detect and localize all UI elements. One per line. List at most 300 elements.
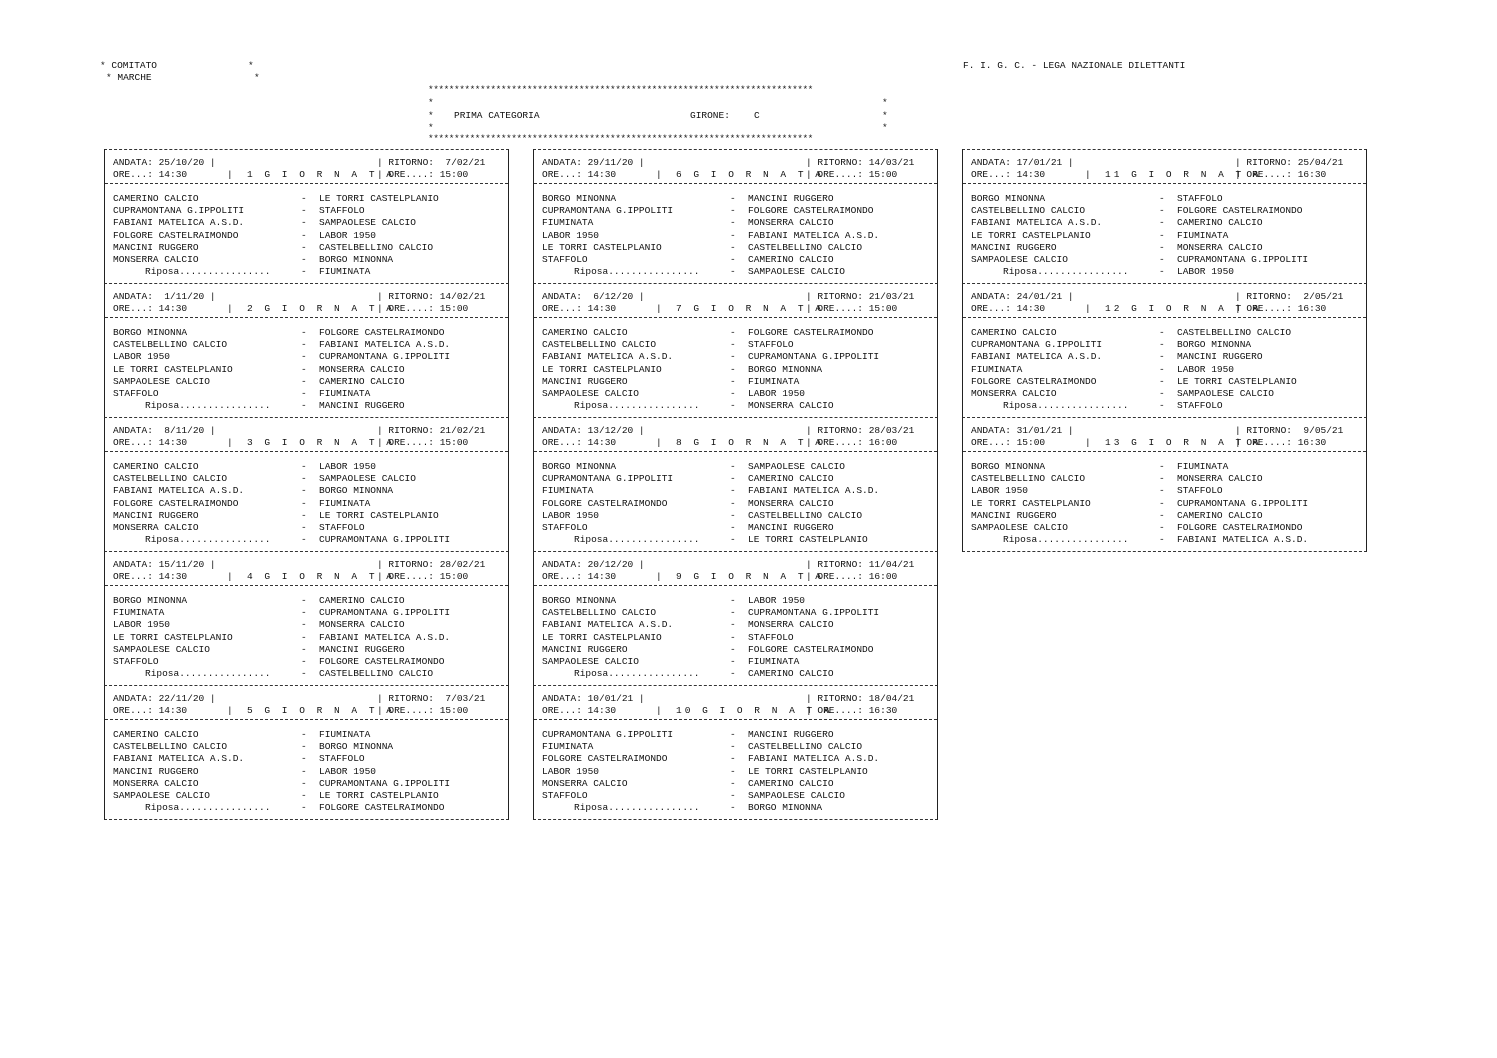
rest-row (542, 266, 932, 278)
match-row (542, 778, 932, 790)
ritorno-time: | ORE....: 15:00 (377, 303, 469, 314)
match-dash: - (730, 339, 736, 351)
home-team: MANCINI RUGGERO (113, 509, 199, 521)
match-row (542, 485, 932, 497)
away-team: CASTELBELLINO CALCIO (748, 241, 863, 253)
andata-date: ANDATA: 22/11/20 | (113, 693, 216, 704)
match-dash: - (730, 375, 736, 387)
match-dash: - (730, 777, 736, 789)
away-team: CAMERINO CALCIO (319, 595, 405, 606)
away-team: STAFFOLO (319, 205, 365, 217)
home-team: MANCINI RUGGERO (971, 241, 1057, 253)
committee-header (100, 60, 260, 120)
header-separator (963, 317, 1366, 318)
away-team: LABOR 1950 (319, 229, 377, 241)
ritorno-date: | RITORNO: 14/02/21 (377, 291, 486, 302)
away-team: CUPRAMONTANA G.IPPOLITI (319, 351, 451, 363)
home-team: LABOR 1950 (971, 485, 1029, 497)
match-dash: - (1159, 217, 1165, 229)
rest-row (542, 668, 932, 680)
home-team: BORGO MINONNA (971, 461, 1046, 472)
resting-team: CAMERINO CALCIO (748, 668, 834, 680)
match-row (113, 778, 503, 790)
match-row (542, 632, 932, 644)
match-row (113, 205, 503, 217)
match-dash: - (730, 789, 736, 801)
away-team: FIUMINATA (1177, 229, 1229, 241)
match-dash: - (1159, 521, 1165, 533)
rest-label: Riposa................ (1003, 400, 1129, 412)
home-team: MANCINI RUGGERO (113, 241, 199, 253)
away-team: LABOR 1950 (319, 765, 377, 777)
giornata-title: 4 G I O R N A T A (247, 571, 395, 582)
match-row (113, 388, 503, 400)
round-block (533, 149, 938, 283)
rest-label: Riposa................ (574, 802, 700, 814)
home-team: FABIANI MATELICA A.S.D. (113, 485, 245, 497)
away-team: MANCINI RUGGERO (748, 729, 834, 740)
match-row (113, 741, 503, 753)
match-dash: - (730, 229, 736, 241)
home-team: CASTELBELLINO CALCIO (113, 473, 228, 485)
away-team: LABOR 1950 (319, 461, 377, 472)
match-dash: - (730, 534, 736, 546)
home-team: FABIANI MATELICA A.S.D. (113, 753, 245, 765)
match-row (971, 242, 1361, 254)
match-row (113, 644, 503, 656)
match-row (113, 193, 503, 205)
banner-rule-top: ************************************************************************** (428, 84, 813, 95)
header-separator (534, 719, 937, 720)
away-team: FOLGORE CASTELRAIMONDO (1177, 521, 1303, 533)
resting-team: CUPRAMONTANA G.IPPOLITI (319, 534, 451, 546)
divider-bar: | (1085, 437, 1091, 448)
away-team: BORGO MINONNA (748, 363, 823, 375)
ritorno-date: | RITORNO: 21/02/21 (377, 425, 486, 436)
home-team: CUPRAMONTANA G.IPPOLITI (542, 729, 674, 740)
home-team: LABOR 1950 (542, 509, 600, 521)
home-team: MANCINI RUGGERO (542, 375, 628, 387)
away-team: FIUMINATA (319, 729, 371, 740)
header-separator (534, 183, 937, 184)
match-dash: - (730, 497, 736, 509)
rest-label: Riposa................ (145, 534, 271, 546)
home-team: CASTELBELLINO CALCIO (971, 205, 1086, 217)
match-row (542, 510, 932, 522)
giornata-title: 8 G I O R N A T A (676, 437, 824, 448)
away-team: FABIANI MATELICA A.S.D. (319, 631, 451, 643)
home-team: SAMPAOLESE CALCIO (542, 387, 639, 399)
category-banner (428, 84, 890, 144)
match-dash: - (730, 668, 736, 680)
divider-bar: | (1085, 303, 1091, 314)
resting-team: CASTELBELLINO CALCIO (319, 668, 434, 680)
match-row (113, 230, 503, 242)
header-separator (105, 719, 508, 720)
rest-label: Riposa................ (574, 266, 700, 278)
home-team: BORGO MINONNA (113, 327, 188, 338)
home-team: STAFFOLO (542, 521, 588, 533)
league-header: F. I. G. C. - LEGA NAZIONALE DILETTANTI (963, 60, 1186, 71)
divider-bar: | (227, 705, 233, 716)
resting-team: BORGO MINONNA (748, 802, 823, 814)
match-row (113, 339, 503, 351)
home-team: LE TORRI CASTELPLANIO (542, 363, 662, 375)
header-separator (105, 451, 508, 452)
giornata-title: 11 G I O R N A T A (1105, 169, 1262, 180)
home-team: FIUMINATA (542, 485, 594, 497)
match-dash: - (730, 253, 736, 265)
rest-label: Riposa................ (145, 400, 271, 412)
header-separator (105, 585, 508, 586)
match-dash: - (301, 534, 307, 546)
home-team: BORGO MINONNA (542, 193, 617, 204)
away-team: LE TORRI CASTELPLANIO (319, 193, 439, 204)
away-team: STAFFOLO (319, 521, 365, 533)
match-row (971, 254, 1361, 266)
committee-line-1: * COMITATO (100, 60, 158, 71)
match-row (113, 753, 503, 765)
away-team: CUPRAMONTANA G.IPPOLITI (1177, 497, 1309, 509)
andata-date: ANDATA: 13/12/20 | (542, 425, 645, 436)
match-dash: - (1159, 327, 1165, 338)
home-team: CAMERINO CALCIO (542, 327, 628, 338)
match-dash: - (730, 619, 736, 631)
home-team: LABOR 1950 (113, 619, 171, 631)
schedule-column-1 (104, 149, 507, 820)
match-row (971, 327, 1361, 339)
match-row (113, 656, 503, 668)
home-team: CAMERINO CALCIO (113, 461, 199, 472)
rest-label: Riposa................ (145, 668, 271, 680)
match-dash: - (1159, 534, 1165, 546)
match-dash: - (301, 461, 307, 472)
home-team: CAMERINO CALCIO (113, 193, 199, 204)
ritorno-date: | RITORNO: 11/04/21 (806, 559, 915, 570)
header-separator (963, 451, 1366, 452)
ritorno-time: | ORE....: 15:00 (377, 705, 469, 716)
away-team: CUPRAMONTANA G.IPPOLITI (319, 777, 451, 789)
home-team: SAMPAOLESE CALCIO (113, 643, 210, 655)
rest-label: Riposa................ (574, 668, 700, 680)
home-team: STAFFOLO (542, 789, 588, 801)
match-dash: - (301, 765, 307, 777)
match-row (113, 242, 503, 254)
match-dash: - (301, 521, 307, 533)
match-list (971, 193, 1361, 278)
round-block (104, 283, 509, 417)
match-row (113, 364, 503, 376)
match-dash: - (301, 387, 307, 399)
header-separator (534, 451, 937, 452)
match-dash: - (1159, 351, 1165, 363)
match-row (542, 790, 932, 802)
match-row (542, 473, 932, 485)
home-team: FOLGORE CASTELRAIMONDO (113, 497, 239, 509)
divider-bar: | (227, 571, 233, 582)
away-team: LABOR 1950 (748, 595, 806, 606)
home-team: LABOR 1950 (542, 765, 600, 777)
banner-edge: * (882, 97, 888, 108)
match-dash: - (1159, 375, 1165, 387)
home-team: CUPRAMONTANA G.IPPOLITI (113, 205, 245, 217)
home-team: CASTELBELLINO CALCIO (971, 473, 1086, 485)
away-team: MANCINI RUGGERO (1177, 351, 1263, 363)
match-dash: - (301, 607, 307, 619)
away-team: CAMERINO CALCIO (1177, 509, 1263, 521)
round-block (533, 283, 938, 417)
match-dash: - (1159, 461, 1165, 472)
ritorno-date: | RITORNO: 7/03/21 (377, 693, 486, 704)
home-team: CUPRAMONTANA G.IPPOLITI (542, 205, 674, 217)
match-dash: - (301, 789, 307, 801)
match-row (971, 217, 1361, 229)
rest-row (113, 668, 503, 680)
divider-bar: | (656, 571, 662, 582)
away-team: CAMERINO CALCIO (748, 253, 834, 265)
divider-bar: | (227, 303, 233, 314)
resting-team: FOLGORE CASTELRAIMONDO (319, 802, 445, 814)
away-team: FABIANI MATELICA A.S.D. (748, 753, 880, 765)
ritorno-date: | RITORNO: 14/03/21 (806, 157, 915, 168)
resting-team: LE TORRI CASTELPLANIO (748, 534, 868, 546)
away-team: CUPRAMONTANA G.IPPOLITI (319, 607, 451, 619)
match-dash: - (301, 485, 307, 497)
ritorno-time: | ORE....: 15:00 (377, 169, 469, 180)
match-dash: - (301, 619, 307, 631)
match-row (971, 522, 1361, 534)
divider-bar: | (656, 437, 662, 448)
home-team: FOLGORE CASTELRAIMONDO (113, 229, 239, 241)
home-team: LE TORRI CASTELPLANIO (971, 497, 1091, 509)
match-dash: - (301, 802, 307, 814)
match-dash: - (730, 521, 736, 533)
home-team: CUPRAMONTANA G.IPPOLITI (971, 339, 1103, 351)
match-dash: - (1159, 387, 1165, 399)
match-list (113, 729, 503, 814)
match-row (971, 230, 1361, 242)
match-list (542, 461, 932, 546)
match-dash: - (301, 777, 307, 789)
match-dash: - (730, 631, 736, 643)
match-dash: - (1159, 266, 1165, 278)
home-team: LE TORRI CASTELPLANIO (113, 631, 233, 643)
match-row (113, 766, 503, 778)
home-team: BORGO MINONNA (113, 595, 188, 606)
match-row (971, 193, 1361, 205)
away-team: SAMPAOLESE CALCIO (748, 789, 845, 801)
match-dash: - (730, 509, 736, 521)
away-team: MONSERRA CALCIO (319, 363, 405, 375)
andata-date: ANDATA: 17/01/21 | (971, 157, 1074, 168)
home-team: SAMPAOLESE CALCIO (113, 375, 210, 387)
divider-bar: | (227, 169, 233, 180)
match-row (542, 729, 932, 741)
away-team: CAMERINO CALCIO (748, 473, 834, 485)
match-list (113, 595, 503, 680)
andata-date: ANDATA: 31/01/21 | (971, 425, 1074, 436)
match-dash: - (301, 473, 307, 485)
match-row (542, 327, 932, 339)
home-team: MONSERRA CALCIO (113, 777, 199, 789)
andata-time: ORE...: 14:30 (542, 705, 617, 716)
andata-time: ORE...: 15:00 (971, 437, 1046, 448)
girone-label: GIRONE: (690, 110, 730, 121)
match-dash: - (730, 655, 736, 667)
match-row (542, 242, 932, 254)
match-dash: - (730, 729, 736, 740)
match-dash: - (1159, 253, 1165, 265)
match-row (542, 522, 932, 534)
match-dash: - (1159, 241, 1165, 253)
ritorno-date: | RITORNO: 28/02/21 (377, 559, 486, 570)
home-team: LE TORRI CASTELPLANIO (542, 241, 662, 253)
match-dash: - (301, 400, 307, 412)
header-separator (963, 183, 1366, 184)
away-team: FOLGORE CASTELRAIMONDO (1177, 205, 1303, 217)
girone-value: C (754, 110, 760, 121)
match-dash: - (301, 363, 307, 375)
away-team: LE TORRI CASTELPLANIO (319, 789, 439, 801)
header-separator (105, 317, 508, 318)
match-dash: - (730, 217, 736, 229)
match-row (971, 473, 1361, 485)
match-row (971, 339, 1361, 351)
home-team: SAMPAOLESE CALCIO (971, 253, 1068, 265)
match-row (113, 498, 503, 510)
rest-row (542, 534, 932, 546)
match-dash: - (301, 497, 307, 509)
home-team: BORGO MINONNA (542, 461, 617, 472)
match-dash: - (301, 668, 307, 680)
away-team: FOLGORE CASTELRAIMONDO (319, 327, 445, 338)
match-dash: - (730, 363, 736, 375)
match-row (542, 254, 932, 266)
match-dash: - (730, 205, 736, 217)
match-dash: - (730, 461, 736, 472)
home-team: MONSERRA CALCIO (971, 387, 1057, 399)
home-team: SAMPAOLESE CALCIO (971, 521, 1068, 533)
andata-time: ORE...: 14:30 (113, 705, 188, 716)
match-dash: - (730, 607, 736, 619)
away-team: STAFFOLO (748, 339, 794, 351)
match-dash: - (301, 375, 307, 387)
resting-team: FABIANI MATELICA A.S.D. (1177, 534, 1309, 546)
resting-team: LABOR 1950 (1177, 266, 1235, 278)
match-row (542, 644, 932, 656)
away-team: SAMPAOLESE CALCIO (748, 461, 845, 472)
home-team: BORGO MINONNA (971, 193, 1046, 204)
match-row (113, 351, 503, 363)
rest-label: Riposa................ (574, 400, 700, 412)
committee-line-2: * MARCHE (106, 72, 152, 83)
home-team: MONSERRA CALCIO (113, 521, 199, 533)
match-dash: - (1159, 205, 1165, 217)
home-team: LABOR 1950 (113, 351, 171, 363)
rest-label: Riposa................ (1003, 266, 1129, 278)
match-list (542, 327, 932, 412)
match-row (542, 619, 932, 631)
rest-row (971, 266, 1361, 278)
away-team: CASTELBELLINO CALCIO (1177, 327, 1292, 338)
round-block (104, 417, 509, 551)
match-row (971, 498, 1361, 510)
match-list (971, 461, 1361, 546)
match-row (971, 461, 1361, 473)
away-team: STAFFOLO (1177, 193, 1223, 204)
away-team: CUPRAMONTANA G.IPPOLITI (748, 351, 880, 363)
ritorno-time: | ORE....: 16:30 (1235, 169, 1327, 180)
away-team: LE TORRI CASTELPLANIO (1177, 375, 1297, 387)
home-team: CASTELBELLINO CALCIO (113, 741, 228, 753)
away-team: FIUMINATA (748, 375, 800, 387)
away-team: CASTELBELLINO CALCIO (319, 241, 434, 253)
committee-star: * (254, 72, 260, 83)
match-dash: - (730, 241, 736, 253)
ritorno-time: | ORE....: 15:00 (806, 169, 898, 180)
rest-row (113, 266, 503, 278)
match-dash: - (301, 266, 307, 278)
match-row (971, 510, 1361, 522)
match-dash: - (301, 655, 307, 667)
away-team: FABIANI MATELICA A.S.D. (748, 229, 880, 241)
match-row (113, 217, 503, 229)
home-team: FABIANI MATELICA A.S.D. (113, 217, 245, 229)
banner-edge: * (428, 97, 434, 108)
match-dash: - (730, 753, 736, 765)
match-dash: - (730, 266, 736, 278)
ritorno-date: | RITORNO: 9/05/21 (1235, 425, 1344, 436)
resting-team: MONSERRA CALCIO (748, 400, 834, 412)
match-dash: - (301, 631, 307, 643)
home-team: CAMERINO CALCIO (113, 729, 199, 740)
match-dash: - (301, 241, 307, 253)
match-row (542, 607, 932, 619)
home-team: FABIANI MATELICA A.S.D. (971, 351, 1103, 363)
schedule-column-2 (533, 149, 936, 820)
away-team: FOLGORE CASTELRAIMONDO (748, 327, 874, 338)
match-dash: - (1159, 229, 1165, 241)
schedule-column-3 (962, 149, 1365, 552)
away-team: FOLGORE CASTELRAIMONDO (748, 205, 874, 217)
rest-row (971, 534, 1361, 546)
away-team: CUPRAMONTANA G.IPPOLITI (1177, 253, 1309, 265)
match-row (113, 485, 503, 497)
match-dash: - (301, 595, 307, 606)
round-block (962, 283, 1367, 417)
home-team: MANCINI RUGGERO (971, 509, 1057, 521)
ritorno-time: | ORE....: 15:00 (377, 437, 469, 448)
home-team: FOLGORE CASTELRAIMONDO (542, 753, 668, 765)
andata-date: ANDATA: 24/01/21 | (971, 291, 1074, 302)
away-team: MANCINI RUGGERO (748, 521, 834, 533)
match-row (971, 364, 1361, 376)
match-list (113, 193, 503, 278)
match-row (542, 461, 932, 473)
match-row (971, 376, 1361, 388)
rest-row (113, 534, 503, 546)
header-separator (105, 183, 508, 184)
home-team: CASTELBELLINO CALCIO (113, 339, 228, 351)
giornata-title: 7 G I O R N A T A (676, 303, 824, 314)
away-team: STAFFOLO (748, 631, 794, 643)
home-team: MANCINI RUGGERO (542, 643, 628, 655)
match-dash: - (301, 351, 307, 363)
away-team: MONSERRA CALCIO (748, 619, 834, 631)
match-dash: - (1159, 363, 1165, 375)
match-row (113, 254, 503, 266)
andata-date: ANDATA: 29/11/20 | (542, 157, 645, 168)
